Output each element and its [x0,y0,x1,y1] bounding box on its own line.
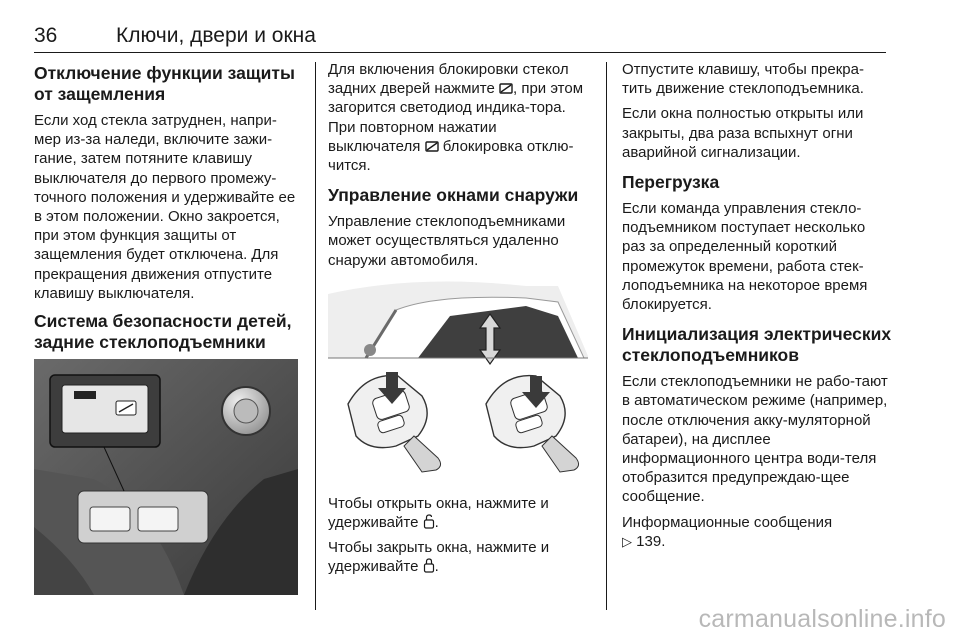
chapter-title: Ключи, двери и окна [116,24,316,47]
heading-remote-window-control: Управление окнами снаружи [328,185,579,206]
paragraph-release-key: Отпустите клавишу, чтобы прекра-тить движение стеклоподъемника. [622,61,864,98]
heading-initialization: Инициализация электрических стеклоподъемников [622,324,892,366]
heading-child-safety: Система безопасности детей, задние стеклоподъемники [34,311,292,353]
paragraph-remote-control: Управление стеклоподъемниками может осуществляться удаленно снаружи автомобиля. [328,213,566,269]
paragraph-child-lock: Для включения блокировки стекол задних дверей нажмите , при этом загорится светодиод индика-тора. При повторном нажатии выключателя блокировка отклю-чится. [328,61,584,175]
child-lock-window-icon [425,140,439,153]
column-2 [328,60,592,583]
remote-lock-icon [423,558,435,573]
page-header [34,22,886,53]
page-number: 36 [34,24,58,47]
watermark: carmanualsonline.info [698,605,946,633]
key-fob-right [486,375,579,471]
key-fob-left [348,372,441,472]
page-ref-arrow-icon: ▷ [622,533,632,549]
page-ref-link[interactable]: 139. [636,532,666,550]
child-lock-window-icon [499,82,513,95]
column-divider [315,62,316,610]
column-3 [622,60,892,557]
door-switch-panel-illustration [34,359,298,595]
column-1 [34,60,302,595]
paragraph-overload: Если команда управления стекло-подъемником поступает несколько раз за определенный короткий промежуток времени, работа стек-лоподъемника на некоторое время блокируется. [622,200,868,314]
heading-anti-pinch-off: Отключение функции защиты от защемления [34,63,295,104]
paragraph-open-windows: Чтобы открыть окна, нажмите и удерживайте . [328,494,549,532]
paragraph-anti-pinch-off: Если ход стекла затруднен, напри-мер из-за наледи, включите зажи-гание, затем потяните клавишу выключателя до первого промежу-точного положения и удерживайте ее в этом положении. Окно закроется, при этом функция защиты от защемления будет отключена. Для прекращения движения отпустите клавишу выключателя. [34,112,296,302]
remote-unlock-icon [423,514,435,529]
column-divider [606,62,607,610]
paragraph-hazard-flash: Если окна полностью открыты или закрыты, два раза вспыхнут огни аварийной сигнализации. [622,105,864,161]
remote-window-control-illustration [326,276,592,486]
paragraph-close-windows: Чтобы закрыть окна, нажмите и удерживайте . [328,539,550,576]
paragraph-info-messages: Информационные сообщения ▷ 139. [622,513,833,550]
heading-overload: Перегрузка [622,172,720,193]
paragraph-initialization: Если стеклоподъемники не рабо-тают в автоматическом режиме (например, после отключения акку-муляторной батареи), на дисплее информационного центра води-теля отобразится предупреждаю-щее сообщение. [622,373,888,506]
